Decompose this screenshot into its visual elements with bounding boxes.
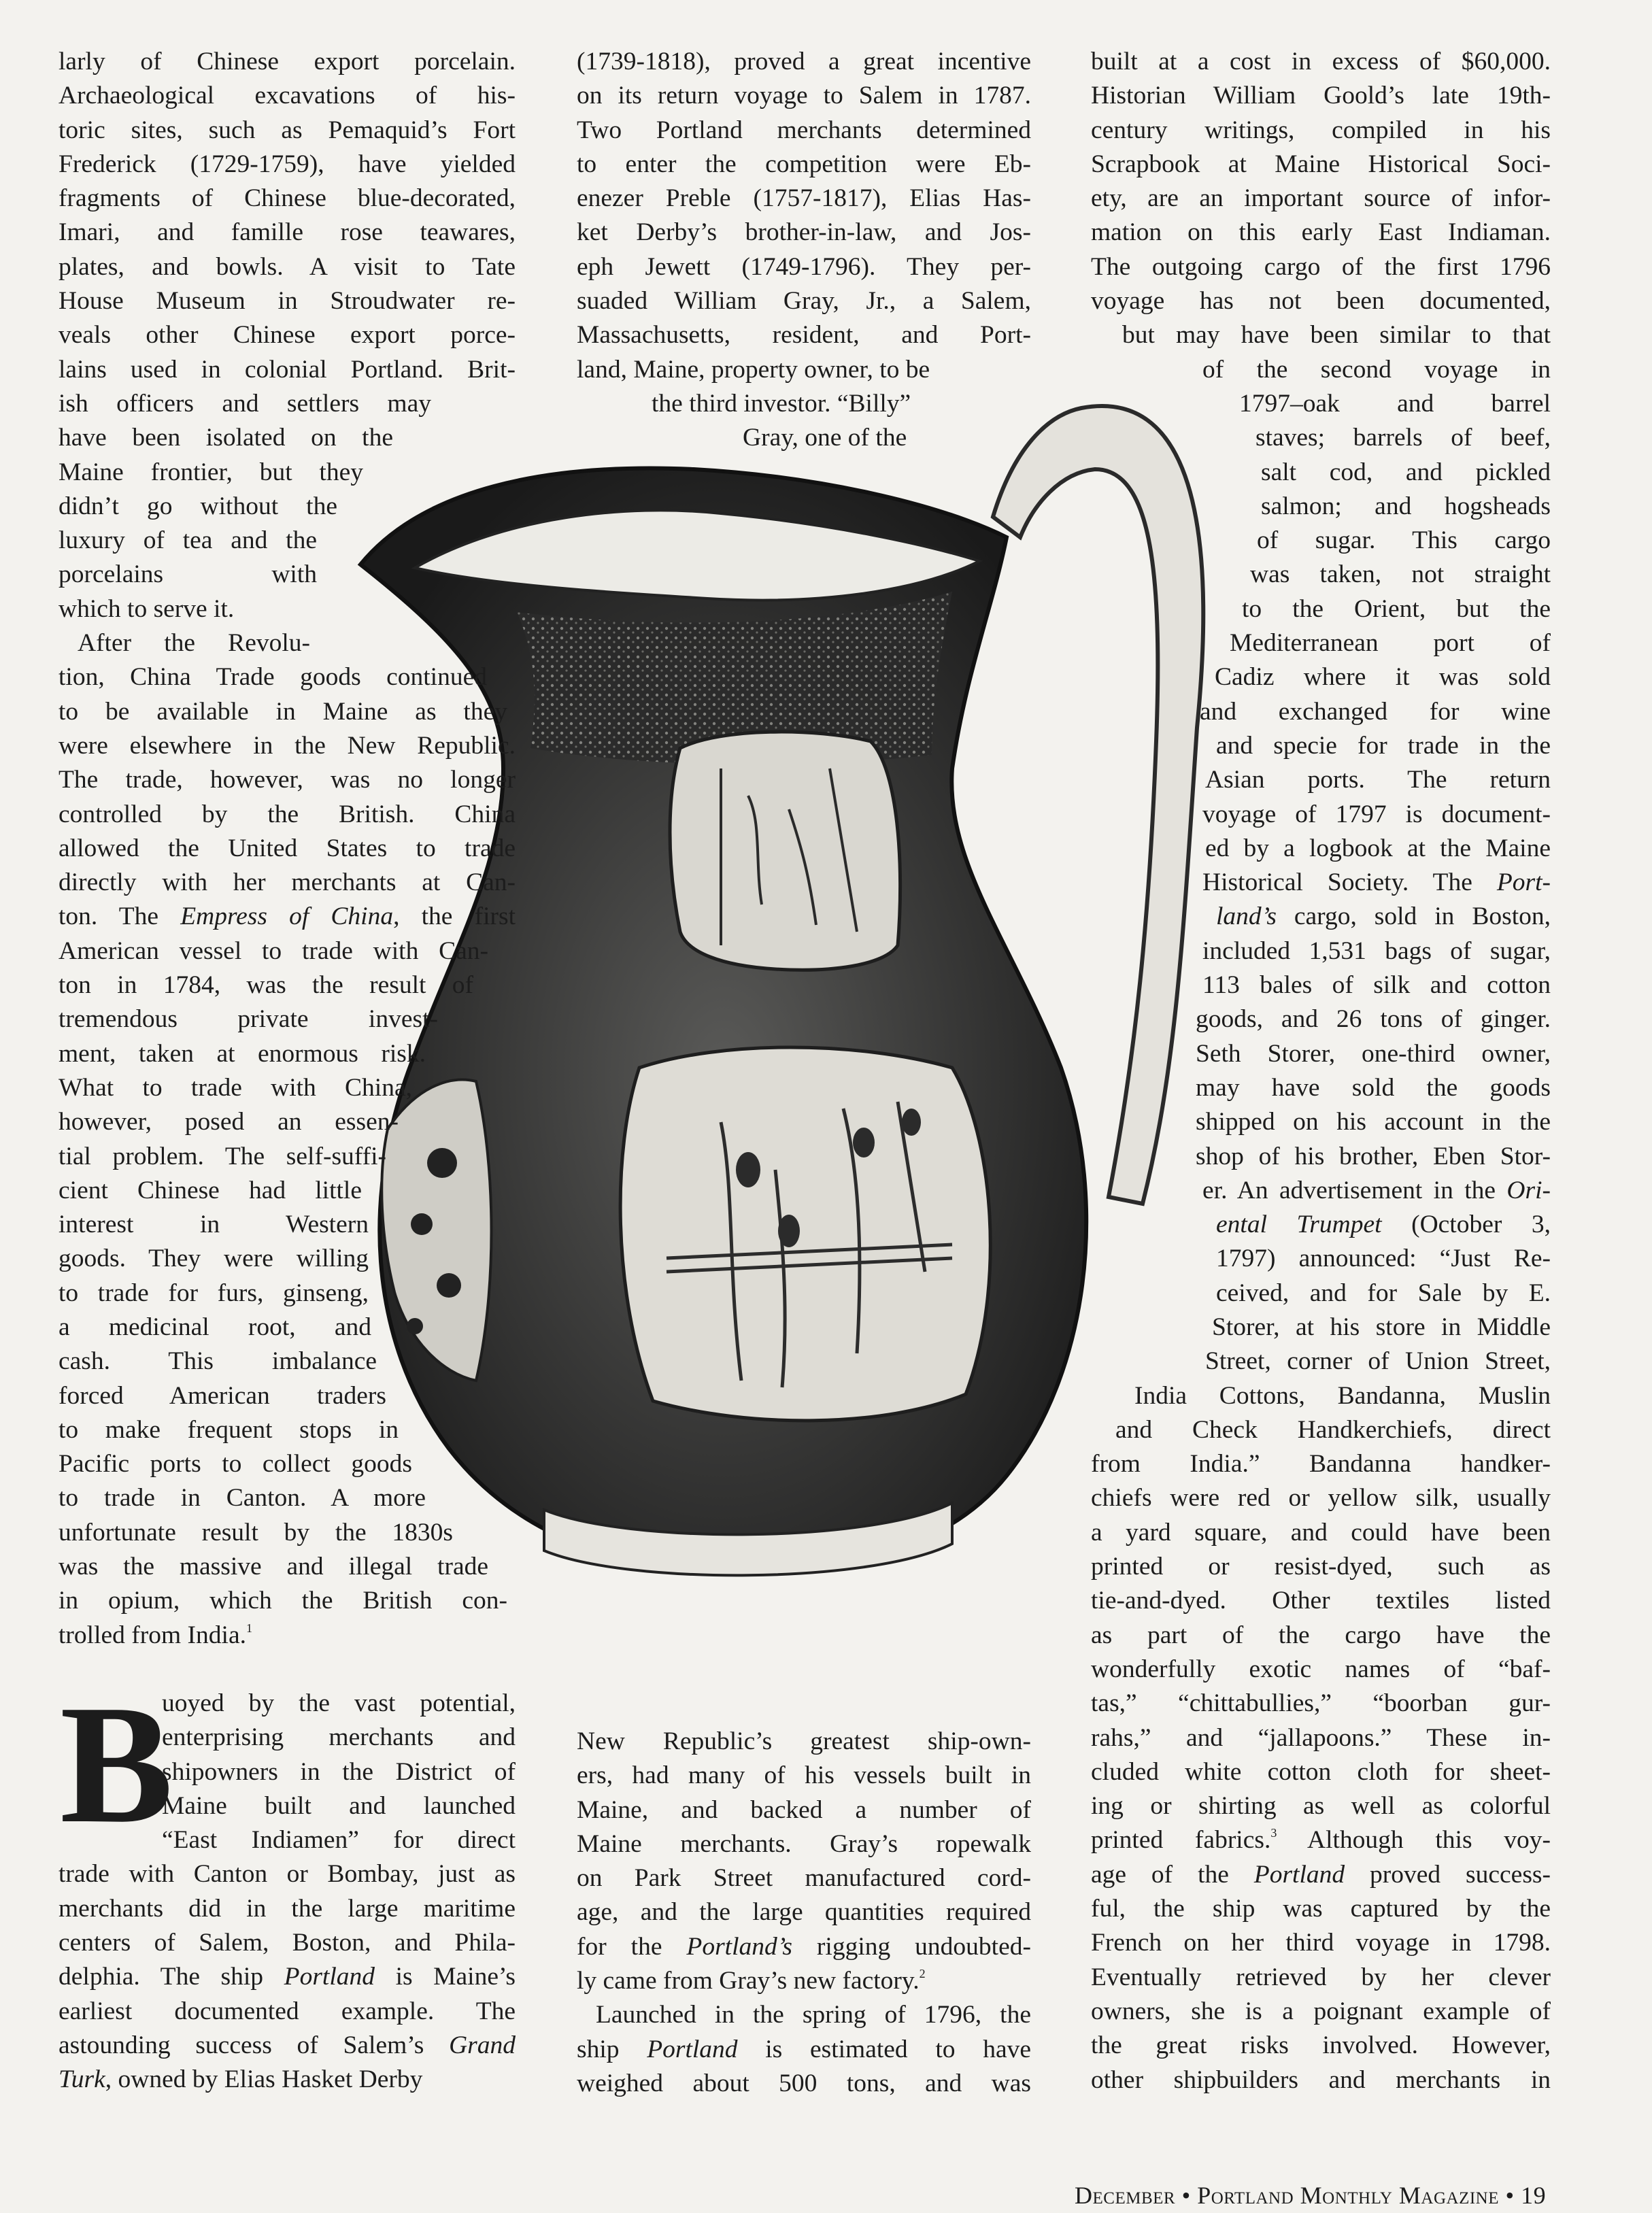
- text-line: ety, are an important source of infor-: [1091, 184, 1551, 213]
- text-line: centers of Salem, Boston, and Phila-: [58, 1929, 516, 1957]
- text-line: After the Revolu-: [78, 629, 310, 658]
- text-line: American vessel to trade with Can-: [58, 936, 488, 965]
- text-line: India Cottons, Bandanna, Muslin: [1134, 1381, 1551, 1410]
- text-line: Historian William Goold’s late 19th-: [1091, 82, 1551, 110]
- text-line: Gray, one of the: [743, 424, 907, 452]
- text-line: Cadiz where it was sold: [1215, 663, 1551, 692]
- text-line: (1739-1818), proved a great incentive: [577, 48, 1031, 75]
- text-line: ing or shirting as well as colorful: [1091, 1792, 1551, 1821]
- page-footer: [1075, 2181, 1546, 2210]
- text-line: Two Portland merchants determined: [577, 116, 1031, 144]
- text-line: ly came from Gray’s new factory.$^2$: [577, 1967, 926, 1995]
- text-line: to trade for furs, ginseng,: [58, 1279, 369, 1307]
- text-line: Turk, owned by Elias Hasket Derby: [58, 2065, 423, 2094]
- text-line: owners, she is a poignant example of: [1091, 1997, 1551, 2025]
- text-line: to the Orient, but the: [1242, 594, 1551, 623]
- text-line: from India.” Bandanna handker-: [1091, 1450, 1551, 1479]
- text-line: Launched in the spring of 1796, the: [596, 2001, 1031, 2029]
- text-line: built at a cost in excess of $60,000.: [1091, 48, 1551, 75]
- text-line: lains used in colonial Portland. Brit-: [58, 355, 516, 384]
- text-line: Street, corner of Union Street,: [1205, 1347, 1551, 1376]
- text-line: shipowners in the District of: [162, 1757, 516, 1786]
- text-line: age of the Portland proved success-: [1091, 1860, 1551, 1889]
- text-line: wonderfully exotic names of “baf-: [1091, 1655, 1551, 1683]
- text-line: ed by a logbook at the Maine: [1205, 834, 1551, 862]
- footer-magazine-name: Portland Monthly Magazine: [1197, 2182, 1500, 2209]
- text-line: tie-and-dyed. Other textiles listed: [1091, 1587, 1551, 1615]
- text-line: tremendous private invest-: [58, 1005, 438, 1034]
- text-line: directly with her merchants at Can-: [58, 868, 516, 897]
- text-line: on Park Street manufactured cord-: [577, 1864, 1031, 1893]
- text-line: other shipbuilders and merchants in: [1091, 2065, 1551, 2094]
- text-line: goods, and 26 tons of ginger.: [1196, 1005, 1551, 1034]
- text-line: Maine built and launched: [162, 1791, 516, 1820]
- text-line: “East Indiamen” for direct: [162, 1826, 516, 1855]
- text-line: and Check Handkerchiefs, direct: [1115, 1415, 1551, 1444]
- footer-separator: •: [1505, 2182, 1515, 2209]
- text-line: goods. They were willing: [58, 1245, 369, 1273]
- text-line: ship Portland is estimated to have: [577, 2035, 1032, 2063]
- text-line: of sugar. This cargo: [1257, 526, 1551, 555]
- text-line: voyage of 1797 is document-: [1202, 800, 1551, 828]
- text-line: of the second voyage in: [1202, 355, 1551, 384]
- text-line: Imari, and famille rose teawares,: [58, 218, 516, 247]
- text-line: Historical Society. The Port-: [1202, 868, 1551, 897]
- text-line: ful, the ship was captured by the: [1091, 1895, 1551, 1923]
- text-line: to enter the competition were Eb-: [577, 150, 1031, 178]
- footnote-marker: 1: [246, 1621, 252, 1635]
- text-line: a yard square, and could have been: [1091, 1518, 1551, 1547]
- text-line: porcelains with: [58, 560, 317, 589]
- page-number: 19: [1521, 2182, 1547, 2209]
- text-line: toric sites, such as Pemaquid’s Fort: [58, 116, 516, 144]
- text-line: cash. This imbalance: [58, 1347, 377, 1376]
- text-line: shop of his brother, Eben Stor-: [1196, 1142, 1551, 1170]
- text-line: the third investor. “Billy”: [652, 389, 911, 418]
- text-line: ton. The Empress of China, the first: [58, 902, 516, 931]
- text-line: and exchanged for wine: [1200, 697, 1551, 726]
- text-line: land’s cargo, sold in Boston,: [1216, 902, 1551, 931]
- text-line: fragments of Chinese blue-decorated,: [58, 184, 516, 213]
- text-line: ental Trumpet (October 3,: [1216, 1211, 1551, 1239]
- text-line: Frederick (1729-1759), have yielded: [58, 150, 516, 178]
- text-line: delphia. The ship Portland is Maine’s: [58, 1963, 516, 1991]
- text-line: weighed about 500 tons, and was: [577, 2069, 1031, 2097]
- text-line: salmon; and hogsheads: [1261, 492, 1551, 520]
- text-line: but may have been similar to that: [1122, 321, 1551, 350]
- text-line: Archaeological excavations of his-: [58, 82, 516, 110]
- text-line: ers, had many of his vessels built in: [577, 1761, 1031, 1790]
- text-line: chiefs were red or yellow silk, usually: [1091, 1484, 1551, 1513]
- text-line: to make frequent stops in: [58, 1415, 399, 1444]
- text-line: Storer, at his store in Middle: [1212, 1313, 1551, 1341]
- text-line: for the Portland’s rigging undoubted-: [577, 1932, 1031, 1961]
- text-line: tas,” “chittabullies,” “boorban gur-: [1091, 1689, 1551, 1718]
- text-line: staves; barrels of beef,: [1255, 424, 1551, 452]
- text-line: eph Jewett (1749-1796). They per-: [577, 252, 1031, 281]
- text-line: in opium, which the British con-: [58, 1587, 507, 1615]
- text-line: forced American traders: [58, 1381, 386, 1410]
- text-line: age, and the large quantities required: [577, 1898, 1031, 1927]
- text-line: tial problem. The self-suffi-: [58, 1142, 386, 1170]
- text-line: 1797–oak and barrel: [1239, 389, 1551, 418]
- text-line: printed fabrics.$^3$ Although this voy-: [1091, 1826, 1551, 1855]
- text-line: Maine merchants. Gray’s ropewalk: [577, 1829, 1031, 1858]
- text-line: ment, taken at enormous risk.: [58, 1039, 426, 1068]
- text-line: uoyed by the vast potential,: [162, 1689, 516, 1717]
- text-line: ket Derby’s brother-in-law, and Jos-: [577, 218, 1031, 247]
- text-line: were elsewhere in the New Republic.: [58, 731, 516, 760]
- text-line: trade with Canton or Bombay, just as: [58, 1860, 516, 1889]
- footer-separator: •: [1181, 2182, 1191, 2209]
- text-line: printed or resist-dyed, such as: [1091, 1553, 1551, 1581]
- text-line: merchants did in the large maritime: [58, 1894, 516, 1923]
- text-line: included 1,531 bags of sugar,: [1202, 936, 1551, 965]
- text-line: veals other Chinese export porce-: [58, 321, 516, 350]
- text-line: House Museum in Stroudwater re-: [58, 287, 516, 316]
- article-column-right: [1091, 45, 1551, 2097]
- footnote-marker: 3: [1270, 1826, 1277, 1840]
- text-line: to trade in Canton. A more: [58, 1484, 426, 1513]
- text-line: interest in Western: [58, 1211, 369, 1239]
- text-line: salt cod, and pickled: [1261, 458, 1551, 486]
- text-line: Scrapbook at Maine Historical Soci-: [1091, 150, 1551, 178]
- article-column-middle: [577, 45, 1032, 2097]
- text-line: and specie for trade in the: [1216, 731, 1551, 760]
- text-line: ish officers and settlers may: [58, 389, 431, 418]
- text-line: cient Chinese had little: [58, 1176, 362, 1204]
- text-line: Maine frontier, but they: [58, 458, 363, 486]
- text-line: may have sold the goods: [1196, 1073, 1551, 1102]
- text-line: allowed the United States to trade: [58, 834, 516, 862]
- text-line: rahs,” and “jallapoons.” These in-: [1091, 1723, 1551, 1752]
- text-line: as part of the cargo have the: [1091, 1621, 1551, 1649]
- text-line: a medicinal root, and: [58, 1313, 371, 1341]
- text-line: astounding success of Salem’s Grand: [58, 2031, 516, 2059]
- text-line: ton in 1784, was the result of: [58, 971, 473, 1000]
- text-line: have been isolated on the: [58, 424, 393, 452]
- text-line: The trade, however, was no longer: [58, 766, 516, 794]
- text-line: Eventually retrieved by her clever: [1091, 1963, 1551, 1991]
- footer-month: December: [1075, 2182, 1176, 2209]
- text-line: plates, and bowls. A visit to Tate: [58, 252, 516, 281]
- text-line: cluded white cotton cloth for sheet-: [1091, 1757, 1551, 1786]
- text-line: Mediterranean port of: [1230, 629, 1551, 658]
- text-line: shipped on his account in the: [1196, 1108, 1551, 1136]
- text-line: Maine, and backed a number of: [577, 1795, 1031, 1824]
- text-line: earliest documented example. The: [58, 1997, 516, 2025]
- text-line: which to serve it.: [58, 594, 235, 623]
- text-line: 1797) announced: “Just Re-: [1216, 1245, 1551, 1273]
- drop-cap-letter: B: [60, 1670, 173, 1859]
- text-line: mation on this early East Indiaman.: [1091, 218, 1551, 247]
- text-line: larly of Chinese export porcelain.: [58, 48, 516, 75]
- text-line: the great risks involved. However,: [1091, 2031, 1551, 2060]
- text-line: land, Maine, property owner, to be: [577, 355, 930, 384]
- text-line: enezer Preble (1757-1817), Elias Has-: [577, 184, 1031, 213]
- text-line: suaded William Gray, Jr., a Salem,: [577, 287, 1031, 316]
- text-line: unfortunate result by the 1830s: [58, 1518, 453, 1547]
- footnote-marker: 2: [919, 1967, 926, 1981]
- text-line: er. An advertisement in the Ori-: [1202, 1176, 1551, 1204]
- text-line: ceived, and for Sale by E.: [1216, 1279, 1551, 1307]
- text-line: voyage has not been documented,: [1091, 287, 1551, 316]
- text-line: New Republic’s greatest ship-own-: [577, 1727, 1031, 1755]
- text-line: French on her third voyage in 1798.: [1091, 1929, 1551, 1957]
- text-line: on its return voyage to Salem in 1787.: [577, 82, 1031, 110]
- text-line: trolled from India.$^1$: [58, 1621, 252, 1649]
- text-line: Pacific ports to collect goods: [58, 1450, 412, 1479]
- text-line: tion, China Trade goods continued: [58, 663, 487, 692]
- text-line: century writings, compiled in his: [1091, 116, 1551, 144]
- text-line: What to trade with China,: [58, 1073, 412, 1102]
- text-line: was taken, not straight: [1250, 560, 1551, 589]
- text-line: luxury of tea and the: [58, 526, 317, 555]
- text-line: Massachusetts, resident, and Port-: [577, 321, 1031, 350]
- text-line: Asian ports. The return: [1205, 766, 1551, 794]
- text-line: controlled by the British. China: [58, 800, 516, 828]
- text-line: was the massive and illegal trade: [58, 1553, 488, 1581]
- text-line: The outgoing cargo of the first 1796: [1091, 252, 1551, 281]
- text-line: 113 bales of silk and cotton: [1202, 971, 1551, 1000]
- text-line: however, posed an essen-: [58, 1108, 399, 1136]
- text-line: enterprising merchants and: [162, 1723, 516, 1752]
- text-line: didn’t go without the: [58, 492, 337, 520]
- text-line: to be available in Maine as they: [58, 697, 507, 726]
- text-line: Seth Storer, one-third owner,: [1196, 1039, 1551, 1068]
